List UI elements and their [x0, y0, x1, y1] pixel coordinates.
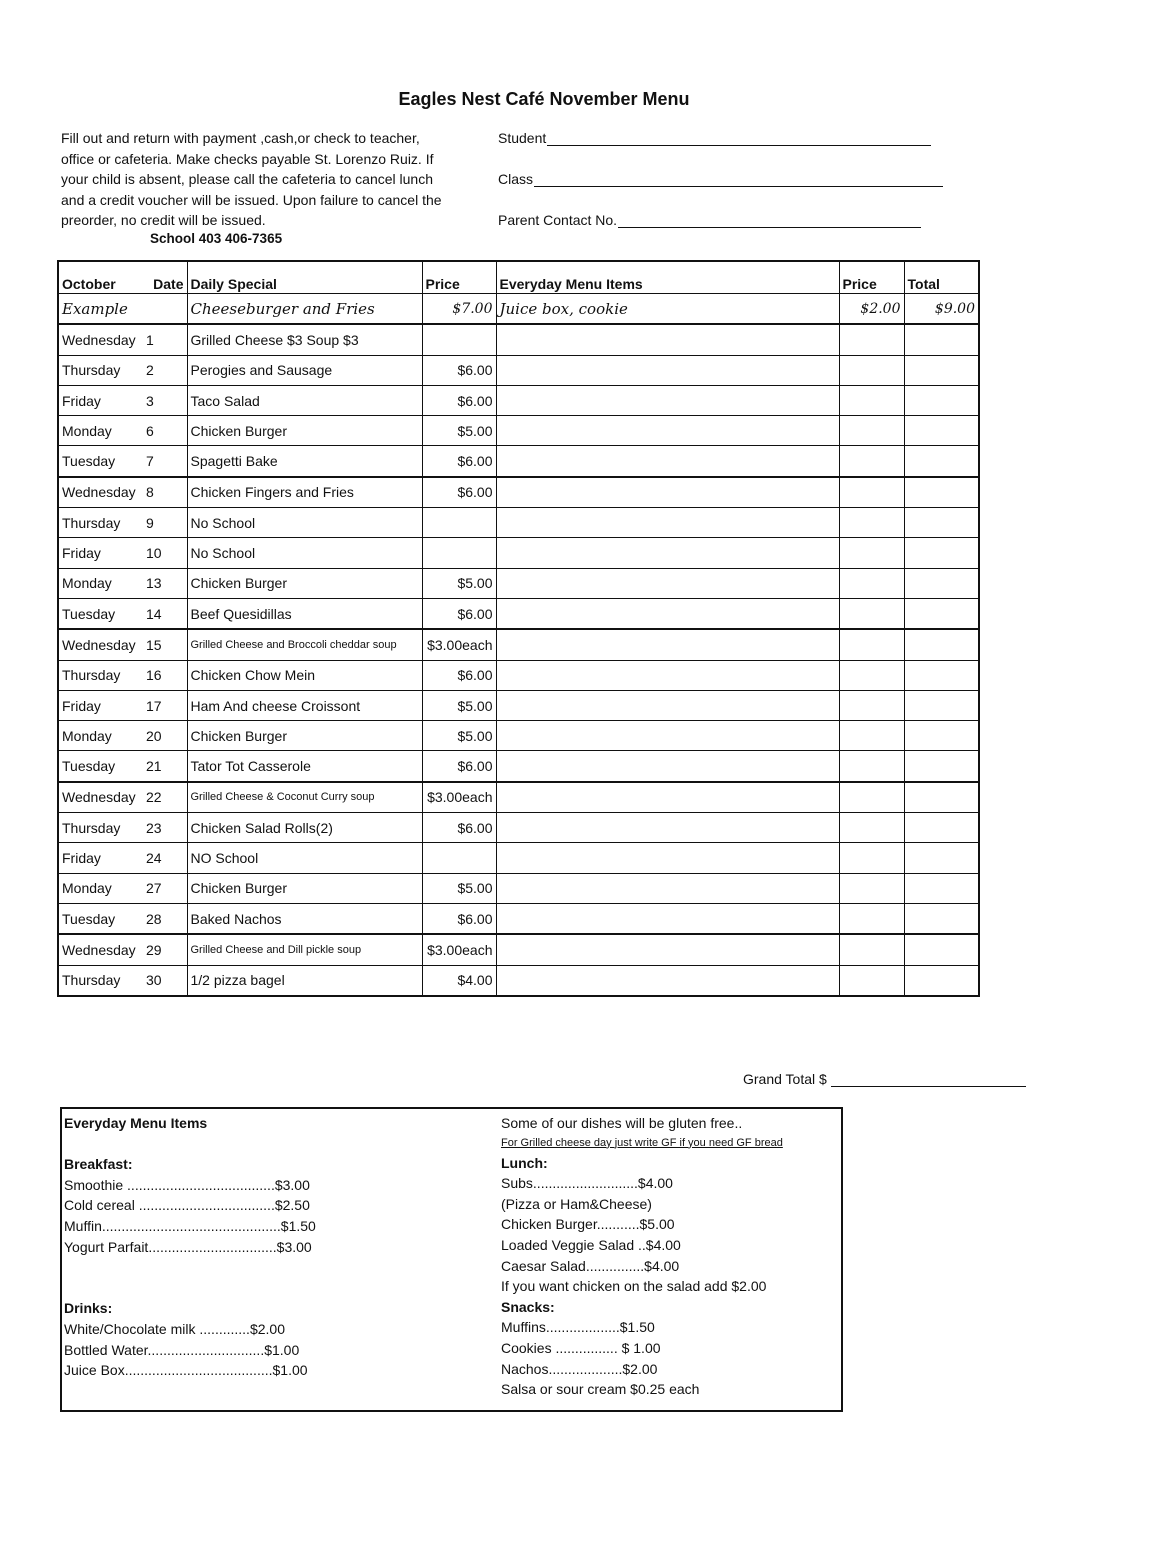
- snacks-item: Muffins...................$1.50: [501, 1319, 655, 1336]
- table-row: [58, 385, 979, 415]
- price-cell: $6.00: [422, 446, 496, 477]
- everyday-items-cell[interactable]: [496, 538, 839, 568]
- everyday-items-cell[interactable]: [496, 355, 839, 385]
- day-cell: Monday: [58, 416, 144, 446]
- table-row: [58, 538, 979, 568]
- example-label: Example: [58, 294, 187, 325]
- items-price-cell[interactable]: [839, 690, 904, 720]
- daily-special-cell: Chicken Fingers and Fries: [187, 477, 422, 508]
- items-price-cell[interactable]: [839, 508, 904, 538]
- date-cell: 23: [144, 813, 187, 843]
- price-cell: $4.00: [422, 965, 496, 996]
- price-cell: $6.00: [422, 903, 496, 934]
- day-cell: Wednesday: [58, 782, 144, 813]
- table-row: [58, 660, 979, 690]
- breakfast-heading: Breakfast:: [64, 1156, 133, 1173]
- snacks-item: Nachos...................$2.00: [501, 1360, 658, 1377]
- instruction-line: Fill out and return with payment ,cash,or check to teacher,: [61, 130, 420, 146]
- class-label: Class: [498, 171, 534, 187]
- month-header: October: [62, 276, 116, 292]
- everyday-items-cell[interactable]: [496, 446, 839, 477]
- table-row: [58, 873, 979, 903]
- table-row: [58, 629, 979, 660]
- total-cell[interactable]: [904, 721, 979, 751]
- lunch-item: (Pizza or Ham&Cheese): [501, 1195, 652, 1212]
- daily-special-cell: Chicken Burger: [187, 416, 422, 446]
- items-price-cell[interactable]: [839, 355, 904, 385]
- everyday-items-header: Everyday Menu Items: [496, 261, 839, 294]
- example-total: $9.00: [904, 294, 979, 325]
- lunch-item: Loaded Veggie Salad ..$4.00: [501, 1236, 681, 1253]
- table-row: [58, 690, 979, 720]
- everyday-items-cell[interactable]: [496, 568, 839, 598]
- price-cell: [422, 843, 496, 873]
- everyday-items-cell[interactable]: [496, 385, 839, 415]
- total-cell[interactable]: [904, 568, 979, 598]
- daily-special-cell: Beef Quesidillas: [187, 598, 422, 629]
- daily-special-cell: Grilled Cheese & Coconut Curry soup: [187, 782, 422, 813]
- everyday-items-cell[interactable]: [496, 324, 839, 355]
- everyday-items-cell[interactable]: [496, 416, 839, 446]
- drinks-item: Bottled Water..............................$1.00: [64, 1341, 300, 1358]
- total-cell[interactable]: [904, 385, 979, 415]
- everyday-items-cell[interactable]: [496, 873, 839, 903]
- day-cell: Wednesday: [58, 934, 144, 965]
- table-row: [58, 416, 979, 446]
- day-cell: Thursday: [58, 508, 144, 538]
- instruction-line: office or cafeteria. Make checks payable St. Lorenzo Ruiz. If: [61, 150, 434, 167]
- total-cell[interactable]: [904, 416, 979, 446]
- items-price-cell[interactable]: [839, 446, 904, 477]
- gf-bread-note: For Grilled cheese day just write GF if you need GF bread: [501, 1136, 783, 1149]
- gluten-free-note: Some of our dishes will be gluten free..: [501, 1115, 743, 1131]
- date-cell: 6: [144, 416, 187, 446]
- daily-special-cell: Spagetti Bake: [187, 446, 422, 477]
- daily-special-cell: Chicken Burger: [187, 873, 422, 903]
- day-cell: Wednesday: [58, 324, 144, 355]
- lunch-heading: Lunch:: [501, 1154, 548, 1171]
- example-special: Cheeseburger and Fries: [187, 294, 422, 325]
- breakfast-item: Yogurt Parfait.................................$3.00: [64, 1238, 312, 1255]
- price-cell: $3.00each: [422, 629, 496, 660]
- items-price-cell[interactable]: [839, 782, 904, 813]
- everyday-items-cell[interactable]: [496, 508, 839, 538]
- table-row: [58, 324, 979, 355]
- instruction-line: preorder, no credit will be issued.: [61, 212, 266, 229]
- drinks-item: Juice Box......................................$1.00: [64, 1362, 308, 1379]
- items-price-cell[interactable]: [839, 721, 904, 751]
- day-cell: Tuesday: [58, 903, 144, 934]
- total-cell[interactable]: [904, 629, 979, 660]
- grand-total-label: Grand Total $: [743, 1071, 827, 1087]
- items-price-cell[interactable]: [839, 598, 904, 629]
- student-field[interactable]: [498, 129, 931, 146]
- price-cell: $6.00: [422, 660, 496, 690]
- everyday-menu-box: [60, 1107, 843, 1412]
- table-row: [58, 813, 979, 843]
- daily-special-cell: Chicken Burger: [187, 721, 422, 751]
- date-cell: 24: [144, 843, 187, 873]
- daily-special-cell: 1/2 pizza bagel: [187, 965, 422, 996]
- daily-special-cell: Grilled Cheese and Dill pickle soup: [187, 934, 422, 965]
- daily-special-cell: Ham And cheese Croissont: [187, 690, 422, 720]
- everyday-items-cell[interactable]: [496, 660, 839, 690]
- everyday-items-cell[interactable]: [496, 965, 839, 996]
- parent-contact-label: Parent Contact No.: [498, 212, 618, 228]
- lunch-item: Chicken Burger...........$5.00: [501, 1216, 675, 1233]
- total-cell[interactable]: [904, 751, 979, 782]
- date-cell: 13: [144, 568, 187, 598]
- total-cell[interactable]: [904, 903, 979, 934]
- daily-special-cell: Chicken Salad Rolls(2): [187, 813, 422, 843]
- items-price-cell[interactable]: [839, 813, 904, 843]
- items-price-cell[interactable]: [839, 538, 904, 568]
- date-cell: 27: [144, 873, 187, 903]
- table-row: [58, 903, 979, 934]
- price-cell: $6.00: [422, 598, 496, 629]
- instruction-line: and a credit voucher will be issued. Upon failure to cancel the: [61, 191, 442, 208]
- day-cell: Tuesday: [58, 598, 144, 629]
- total-cell[interactable]: [904, 446, 979, 477]
- items-price-cell[interactable]: [839, 934, 904, 965]
- price-cell: $3.00each: [422, 782, 496, 813]
- total-cell[interactable]: [904, 965, 979, 996]
- everyday-items-cell[interactable]: [496, 751, 839, 782]
- items-price-cell[interactable]: [839, 385, 904, 415]
- breakfast-item: Smoothie ......................................$3.00: [64, 1176, 310, 1193]
- daily-special-cell: NO School: [187, 843, 422, 873]
- table-row: [58, 721, 979, 751]
- parent-contact-field[interactable]: [498, 211, 921, 228]
- items-price-cell[interactable]: [839, 843, 904, 873]
- snacks-heading: Snacks:: [501, 1298, 555, 1315]
- price-cell: $6.00: [422, 355, 496, 385]
- total-cell[interactable]: [904, 813, 979, 843]
- table-row: [58, 843, 979, 873]
- price-cell: $6.00: [422, 385, 496, 415]
- day-cell: Friday: [58, 843, 144, 873]
- date-cell: 21: [144, 751, 187, 782]
- date-cell: 1: [144, 324, 187, 355]
- total-cell[interactable]: [904, 660, 979, 690]
- order-table: [57, 260, 980, 997]
- date-cell: 17: [144, 690, 187, 720]
- date-cell: 2: [144, 355, 187, 385]
- day-cell: Friday: [58, 385, 144, 415]
- page-title: Eagles Nest Café November Menu: [398, 89, 690, 109]
- grand-total-input-line[interactable]: [831, 1070, 1026, 1087]
- day-cell: Thursday: [58, 660, 144, 690]
- date-cell: 3: [144, 385, 187, 415]
- table-row: [58, 598, 979, 629]
- daily-special-cell: Baked Nachos: [187, 903, 422, 934]
- date-cell: 30: [144, 965, 187, 996]
- class-input-line[interactable]: [534, 170, 943, 187]
- price-cell: $5.00: [422, 721, 496, 751]
- total-cell[interactable]: [904, 690, 979, 720]
- daily-special-cell: No School: [187, 508, 422, 538]
- date-cell: 22: [144, 782, 187, 813]
- everyday-items-cell[interactable]: [496, 690, 839, 720]
- items-price-cell[interactable]: [839, 965, 904, 996]
- table-row: [58, 782, 979, 813]
- price-cell: $6.00: [422, 813, 496, 843]
- student-label: Student: [498, 130, 547, 146]
- everyday-menu-right-column: [501, 1113, 783, 1400]
- month-date-header: [58, 261, 187, 294]
- table-row: [58, 508, 979, 538]
- date-cell: 15: [144, 629, 187, 660]
- everyday-items-cell[interactable]: [496, 721, 839, 751]
- price-cell: [422, 538, 496, 568]
- day-cell: Wednesday: [58, 477, 144, 508]
- price-cell: $5.00: [422, 873, 496, 903]
- snacks-item: Cookies ................ $ 1.00: [501, 1339, 661, 1356]
- class-field[interactable]: [498, 170, 943, 187]
- table-header-row: [58, 261, 979, 294]
- example-row: [58, 294, 979, 325]
- everyday-items-cell[interactable]: [496, 843, 839, 873]
- price-cell: [422, 324, 496, 355]
- lunch-item: Caesar Salad...............$4.00: [501, 1257, 680, 1274]
- student-input-line[interactable]: [547, 129, 931, 146]
- breakfast-item: Cold cereal ...................................$2.50: [64, 1197, 310, 1214]
- breakfast-item: Muffin..............................................$1.50: [64, 1217, 316, 1234]
- drinks-item: White/Chocolate milk .............$2.00: [64, 1320, 285, 1337]
- drinks-heading: Drinks:: [64, 1300, 113, 1317]
- table-row: [58, 934, 979, 965]
- everyday-items-cell[interactable]: [496, 813, 839, 843]
- items-price-cell[interactable]: [839, 324, 904, 355]
- total-cell[interactable]: [904, 355, 979, 385]
- grand-total[interactable]: [743, 1070, 1026, 1087]
- date-header: Date: [153, 276, 184, 292]
- table-row: [58, 355, 979, 385]
- date-cell: 16: [144, 660, 187, 690]
- price-cell: [422, 508, 496, 538]
- items-price-cell[interactable]: [839, 477, 904, 508]
- price-header: Price: [422, 261, 496, 294]
- day-cell: Tuesday: [58, 751, 144, 782]
- day-cell: Friday: [58, 690, 144, 720]
- date-cell: 14: [144, 598, 187, 629]
- items-price-cell[interactable]: [839, 873, 904, 903]
- snacks-item: Salsa or sour cream $0.25 each: [501, 1381, 700, 1398]
- date-cell: 8: [144, 477, 187, 508]
- price-cell: $5.00: [422, 568, 496, 598]
- total-cell[interactable]: [904, 873, 979, 903]
- date-cell: 7: [144, 446, 187, 477]
- items-price-header: Price: [839, 261, 904, 294]
- total-cell[interactable]: [904, 508, 979, 538]
- daily-special-cell: Taco Salad: [187, 385, 422, 415]
- price-cell: $3.00each: [422, 934, 496, 965]
- daily-special-cell: Chicken Chow Mein: [187, 660, 422, 690]
- example-price: $7.00: [422, 294, 496, 325]
- everyday-items-cell[interactable]: [496, 629, 839, 660]
- everyday-items-cell[interactable]: [496, 598, 839, 629]
- everyday-items-cell[interactable]: [496, 782, 839, 813]
- table-row: [58, 477, 979, 508]
- day-cell: Tuesday: [58, 446, 144, 477]
- price-cell: $6.00: [422, 751, 496, 782]
- day-cell: Monday: [58, 873, 144, 903]
- everyday-items-cell[interactable]: [496, 934, 839, 965]
- date-cell: 28: [144, 903, 187, 934]
- daily-special-cell: No School: [187, 538, 422, 568]
- total-cell[interactable]: [904, 598, 979, 629]
- price-cell: $6.00: [422, 477, 496, 508]
- day-cell: Thursday: [58, 965, 144, 996]
- total-cell[interactable]: [904, 934, 979, 965]
- items-price-cell[interactable]: [839, 660, 904, 690]
- example-items: Juice box, cookie: [496, 294, 839, 325]
- spacer: [64, 1278, 316, 1299]
- daily-special-cell: Chicken Burger: [187, 568, 422, 598]
- everyday-menu-heading: Everyday Menu Items: [64, 1115, 208, 1131]
- table-row: [58, 568, 979, 598]
- price-cell: $5.00: [422, 690, 496, 720]
- day-cell: Thursday: [58, 355, 144, 385]
- total-cell[interactable]: [904, 782, 979, 813]
- date-cell: 29: [144, 934, 187, 965]
- daily-special-cell: Perogies and Sausage: [187, 355, 422, 385]
- lunch-item: If you want chicken on the salad add $2.00: [501, 1278, 767, 1295]
- items-price-cell[interactable]: [839, 903, 904, 934]
- table-row: [58, 965, 979, 996]
- table-row: [58, 446, 979, 477]
- total-cell[interactable]: [904, 324, 979, 355]
- date-cell: 20: [144, 721, 187, 751]
- items-price-cell[interactable]: [839, 629, 904, 660]
- total-header: Total: [904, 261, 979, 294]
- price-cell: $5.00: [422, 416, 496, 446]
- items-price-cell[interactable]: [839, 416, 904, 446]
- total-cell[interactable]: [904, 477, 979, 508]
- day-cell: Wednesday: [58, 629, 144, 660]
- date-cell: 9: [144, 508, 187, 538]
- items-price-cell[interactable]: [839, 568, 904, 598]
- daily-special-cell: Grilled Cheese and Broccoli cheddar soup: [187, 629, 422, 660]
- everyday-items-cell[interactable]: [496, 903, 839, 934]
- spacer: [64, 1257, 316, 1278]
- date-cell: 10: [144, 538, 187, 568]
- daily-special-cell: Grilled Cheese $3 Soup $3: [187, 324, 422, 355]
- day-cell: Monday: [58, 568, 144, 598]
- day-cell: Friday: [58, 538, 144, 568]
- instructions-text: [61, 128, 491, 231]
- example-items-price: $2.00: [839, 294, 904, 325]
- instruction-line: your child is absent, please call the cafeteria to cancel lunch: [61, 171, 433, 188]
- lunch-item: Subs...........................$4.00: [501, 1175, 673, 1192]
- spacer: [64, 1134, 316, 1155]
- parent-contact-input-line[interactable]: [618, 211, 921, 228]
- day-cell: Monday: [58, 721, 144, 751]
- everyday-menu-left-column: [64, 1113, 316, 1381]
- daily-special-header: Daily Special: [187, 261, 422, 294]
- total-cell[interactable]: [904, 538, 979, 568]
- total-cell[interactable]: [904, 843, 979, 873]
- school-phone: School 403 406-7365: [150, 231, 283, 246]
- day-cell: Thursday: [58, 813, 144, 843]
- everyday-items-cell[interactable]: [496, 477, 839, 508]
- items-price-cell[interactable]: [839, 751, 904, 782]
- daily-special-cell: Tator Tot Casserole: [187, 751, 422, 782]
- table-row: [58, 751, 979, 782]
